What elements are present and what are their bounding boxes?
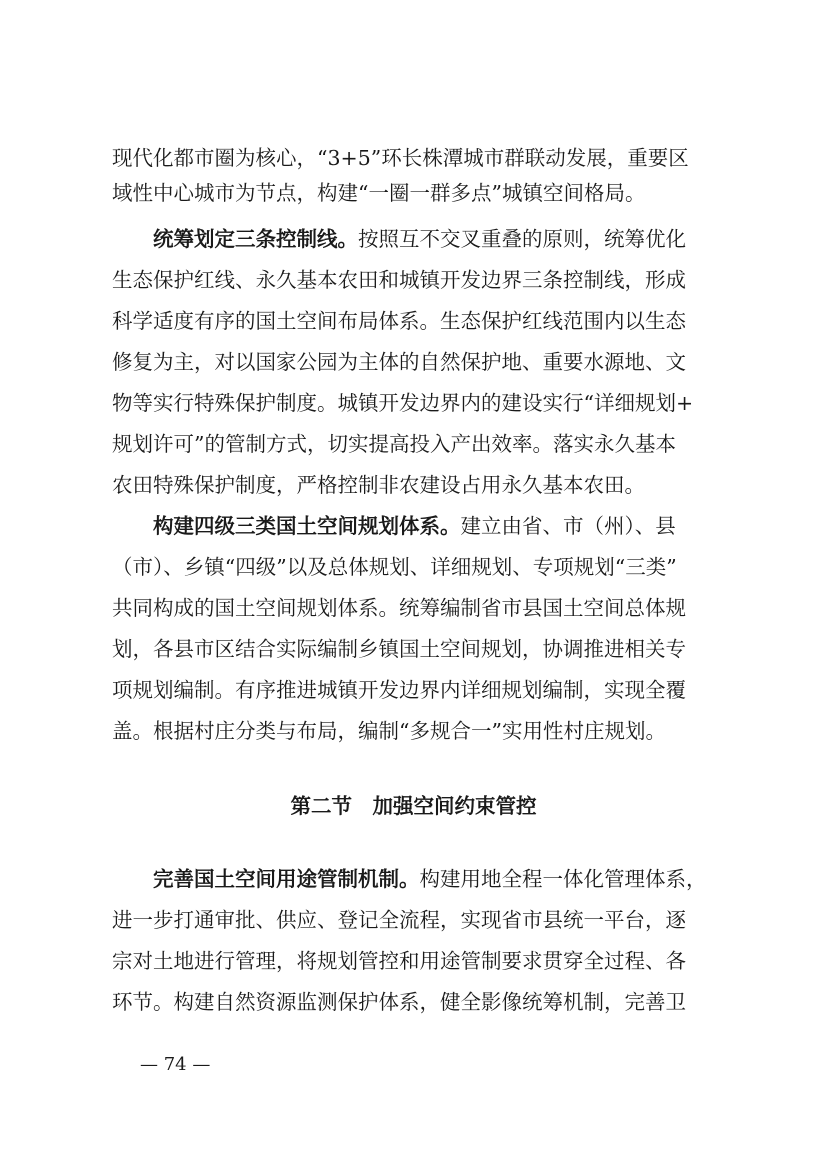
paragraph-lead-text: 按照互不交叉重叠的原则，统筹优化 (358, 227, 686, 251)
text-line: 盖。根据村庄分类与布局，编制“多规合一”实用性村庄规划。 (112, 719, 666, 743)
paragraph-first-line (153, 516, 676, 537)
paragraph-lead-bold: 统筹划定三条控制线。 (153, 227, 358, 251)
section-heading: 第二节 加强空间约束管控 (290, 794, 537, 818)
text-line: （市）、乡镇“四级”以及总体规划、详细规划、专项规划“三类” (112, 555, 677, 579)
text-line: 科学适度有序的国土空间布局体系。生态保护红线范围内以生态 (112, 309, 686, 333)
paragraph-first-line (153, 869, 707, 890)
text-line: 宗对土地进行管理，将规划管控和用途管制要求贯穿全过程、各 (112, 949, 686, 973)
paragraph-lead-text: 建立由省、市（州）、县 (460, 514, 676, 538)
paragraph-lead-bold: 构建四级三类国土空间规划体系。 (153, 514, 461, 538)
text-line: 域性中心城市为节点，构建“一圈一群多点”城镇空间格局。 (112, 181, 646, 205)
text-line: 划，各县市区结合实际编制乡镇国土空间规划，协调推进相关专 (112, 637, 686, 661)
text-line: 进一步打通审批、供应、登记全流程，实现省市县统一平台，逐 (112, 908, 686, 932)
text-line: 共同构成的国土空间规划体系。统筹编制省市县国土空间总体规 (112, 596, 686, 620)
text-line: 物等实行特殊保护制度。城镇开发边界内的建设实行“详细规划+ (112, 391, 694, 415)
text-line: 修复为主，对以国家公园为主体的自然保护地、重要水源地、文 (112, 350, 686, 374)
paragraph-lead-text: 构建用地全程一体化管理体系， (419, 867, 707, 891)
text-line: 环节。构建自然资源监测保护体系，健全影像统筹机制，完善卫 (112, 990, 686, 1014)
page-number: — 74 — (140, 1054, 211, 1075)
paragraph-lead-bold: 完善国土空间用途管制机制。 (153, 867, 420, 891)
text-line: 现代化都市圈为核心，“3+5”环长株潭城市群联动发展，重要区 (112, 146, 689, 170)
text-line: 规划许可”的管制方式，切实提高投入产出效率。落实永久基本 (112, 432, 676, 456)
paragraph-first-line (153, 229, 686, 250)
text-line: 农田特殊保护制度，严格控制非农建设占用永久基本农田。 (112, 473, 645, 497)
text-line: 项规划编制。有序推进城镇开发边界内详细规划编制，实现全覆 (112, 678, 686, 702)
text-line: 生态保护红线、永久基本农田和城镇开发边界三条控制线，形成 (112, 268, 686, 292)
